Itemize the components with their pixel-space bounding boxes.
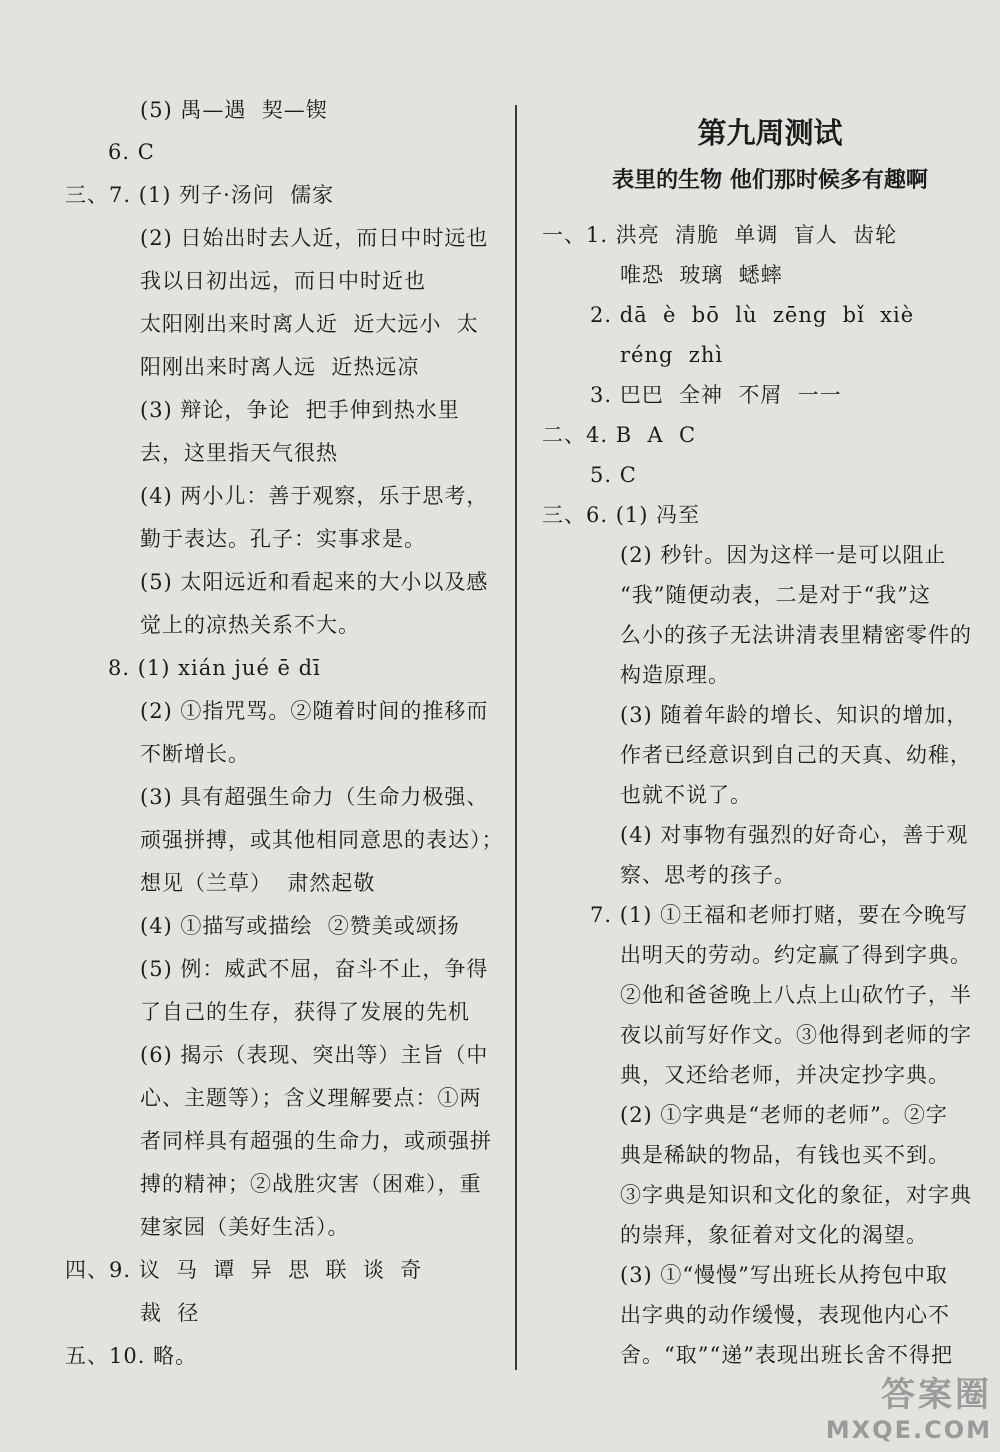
answer-line: 四、9. 议 马 谭 异 思 联 谈 奇	[65, 1258, 423, 1282]
watermark-en: MXQE.COM	[825, 1416, 992, 1444]
answer-line: réng zhì	[620, 343, 724, 367]
answer-line: 5. C	[590, 463, 637, 487]
answer-line: 也就不说了。	[620, 783, 752, 807]
answer-line: (4) ①描写或描绘 ②赞美或颂扬	[140, 914, 460, 938]
answer-line: 想见（兰草） 肃然起敬	[140, 871, 376, 895]
answer-line: (4) 对事物有强烈的好奇心，善于观	[620, 823, 969, 847]
answer-line: (5) 例：威武不屈，奋斗不止，争得	[140, 957, 489, 981]
answer-line: (2) ①指咒骂。②随着时间的推移而	[140, 699, 489, 723]
answer-line: (5) 太阳远近和看起来的大小以及感	[140, 570, 489, 594]
answer-line: 心、主题等）；含义理解要点：①两	[140, 1086, 482, 1110]
answer-line: 一、1. 洪亮 清脆 单调 盲人 齿轮	[542, 223, 898, 247]
answer-line: (4) 两小儿：善于观察，乐于思考，	[140, 484, 489, 508]
answer-line: 8. (1) xián jué ē dī	[108, 656, 321, 680]
answer-line: ②他和爸爸晚上八点上山砍竹子，半	[620, 983, 972, 1007]
answer-line: (6) 揭示（表现、突出等）主旨（中	[140, 1043, 489, 1067]
answer-line: 典，又还给老师，并决定抄字典。	[620, 1063, 950, 1087]
answer-line: 裁 径	[140, 1301, 200, 1325]
answer-line: 6. C	[108, 140, 155, 164]
answer-line: 觉上的凉热关系不大。	[140, 613, 360, 637]
answer-line: 舍。“取”“递”表现出班长舍不得把	[620, 1343, 953, 1367]
answer-line: 勤于表达。孔子：实事求是。	[140, 527, 426, 551]
test-subtitle: 表里的生物 他们那时候多有趣啊	[612, 168, 928, 193]
answer-line: 者同样具有超强的生命力，或顽强拼	[140, 1129, 492, 1153]
watermark-cn: 答案圈	[881, 1375, 992, 1415]
answer-line: (3) 辩论，争论 把手伸到热水里	[140, 398, 460, 422]
watermark-logo	[826, 1367, 992, 1444]
answer-line: 么小的孩子无法讲清表里精密零件的	[620, 623, 972, 647]
answer-line: 夜以前写好作文。③他得到老师的字	[620, 1023, 972, 1047]
answer-line: 3. 巴巴 全神 不屑 一一	[590, 383, 842, 407]
answer-line: 出字典的动作缓慢，表现他内心不	[620, 1303, 950, 1327]
answer-line: 典是稀缺的物品，有钱也买不到。	[620, 1143, 950, 1167]
answer-line: (2) 秒针。因为这样一是可以阻止	[620, 543, 947, 567]
answer-line: (5) 禺—遇 契—锲	[140, 98, 328, 122]
answer-line: 搏的精神；②战胜灾害（困难），重	[140, 1172, 482, 1196]
answer-line: 构造原理。	[620, 663, 730, 687]
answer-line: 作者已经意识到自己的天真、幼稚，	[620, 743, 972, 767]
answer-line: 建家园（美好生活）。	[140, 1215, 350, 1239]
answer-line: 2. dā è bō lù zēng bǐ xiè	[590, 303, 915, 327]
answer-line: 我以日初出远，而日中时近也	[140, 269, 426, 293]
answer-line: 二、4. B A C	[542, 423, 697, 447]
answer-line: 察、思考的孩子。	[620, 863, 796, 887]
answer-line: (3) 具有超强生命力（生命力极强、	[140, 785, 489, 809]
answer-line: 不断增长。	[140, 742, 250, 766]
column-divider	[515, 105, 517, 1370]
answer-line: (3) ①“慢慢”写出班长从挎包中取	[620, 1263, 948, 1287]
answer-line: 的崇拜，象征着对文化的渴望。	[620, 1223, 928, 1247]
answer-line: 阳刚出来时离人远 近热远凉	[140, 355, 420, 379]
answer-line: 唯恐 玻璃 蟋蟀	[620, 263, 783, 287]
answer-line: 三、7. (1) 列子·汤问 儒家	[65, 183, 335, 207]
answer-line: 顽强拼搏，或其他相同意思的表达）；	[140, 828, 504, 852]
answer-line: (2) 日始出时去人近，而日中时远也	[140, 226, 489, 250]
answer-line: “我”随便动表，二是对于“我”这	[620, 583, 931, 607]
answer-line: (3) 随着年龄的增长、知识的增加，	[620, 703, 969, 727]
answer-line: 去，这里指天气很热	[140, 441, 338, 465]
answer-line: (2) ①字典是“老师的老师”。②字	[620, 1103, 948, 1127]
answer-line: 五、10. 略。	[65, 1344, 198, 1368]
test-title: 第九周测试	[697, 116, 843, 150]
answer-line: 太阳刚出来时离人近 近大远小 太	[140, 312, 479, 336]
answer-line: 了自己的生存，获得了发展的先机	[140, 1000, 470, 1024]
answer-line: 三、6. (1) 冯至	[542, 503, 701, 527]
answer-line: 出明天的劳动。约定赢了得到字典。	[620, 943, 972, 967]
answer-line: 7. (1) ①王福和老师打赌，要在今晚写	[590, 903, 969, 927]
answer-line: ③字典是知识和文化的象征，对字典	[620, 1183, 972, 1207]
